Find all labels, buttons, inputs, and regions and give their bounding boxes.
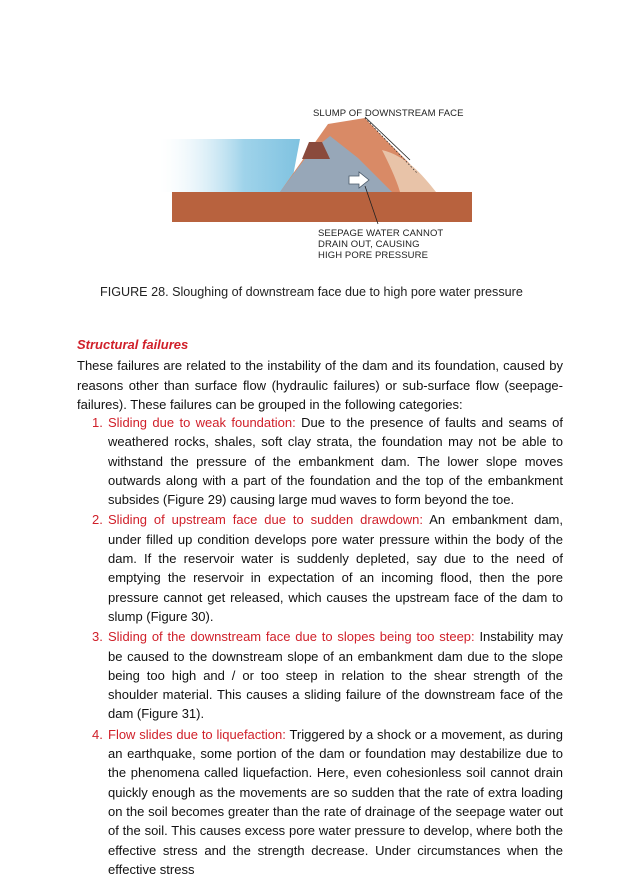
list-item-text: An embankment dam, under filled up condition develops pore water pressure within the body of the dam. If the reservoir water is suddenly depleted, say due to the need of emptying the reservoir in expectation of an incoming flood, then the pore pressure cannot get released, which causes the upstream face of the dam to slump (Figure 30). [108, 512, 563, 624]
callout-seepage-line-1: SEEPAGE WATER CANNOT [318, 228, 444, 239]
list-number: 4. [92, 726, 103, 742]
list-item-text: Due to the presence of faults and seams of weathered rocks, shales, soft clay strata, the foundation may not be able to withstand the pressure of the embankment dam. The lower slope moves outwards along with a part of the foundation and the top of the embankment subsides (Figure 29) causing large mud waves to form beyond the toe. [108, 415, 564, 508]
list-item [77, 510, 563, 626]
section-title: Structural failures [77, 337, 189, 352]
list-item-lead: Sliding of upstream face due to sudden drawdown: [108, 512, 424, 528]
list-number: 3. [92, 629, 103, 645]
figure-caption: FIGURE 28. Sloughing of downstream face due to high pore water pressure [100, 285, 523, 299]
intro-paragraph: These failures are related to the instability of the dam and its foundation, caused by reasons other than surface flow (hydraulic failures) or sub-surface flow (seepage-failures). These failures can be grouped in the following categories: [77, 358, 563, 412]
list-number: 1. [92, 415, 103, 430]
foundation-ground [172, 192, 472, 222]
list-item [77, 725, 563, 879]
list-item-text: Triggered by a shock or a movement, as during an earthquake, some portion of the dam or foundation may destabilize due to the phenomena called liquefaction. Here, even cohesionless soil cannot drain quickly enough as the movements are so sudden that the rate of extra loading on the soil becomes greater than the rate of drainage of the seepage water out of the soil. This causes excess pore water pressure to develop, where both the effective stress and the strength decrease. Under circumstances when the effective stress [108, 726, 563, 877]
list-item-lead: Sliding of the downstream face due to slopes being too steep: [108, 629, 475, 645]
dam-figure [160, 96, 480, 266]
list-item-lead: Flow slides due to liquefaction: [108, 726, 286, 742]
callout-seepage-line-2: DRAIN OUT, CAUSING [318, 239, 420, 250]
callout-seepage-line-3: HIGH PORE PRESSURE [318, 250, 429, 261]
list-item-text: Instability may be caused to the downstream slope of an embankment dam due to the slope being too high and / or too steep in relation to the shear strength of the shoulder material. This causes a sliding failure of the downstream face of the dam (Figure 31). [108, 629, 563, 722]
list-item [77, 413, 563, 509]
reservoir-water [160, 139, 300, 192]
callout-seepage [318, 228, 443, 261]
list-item [77, 627, 563, 723]
failure-list [77, 413, 563, 880]
list-item-lead: Sliding due to weak foundation: [108, 415, 296, 430]
callout-slump: SLUMP OF DOWNSTREAM FACE [313, 108, 464, 119]
list-number: 2. [92, 512, 103, 528]
